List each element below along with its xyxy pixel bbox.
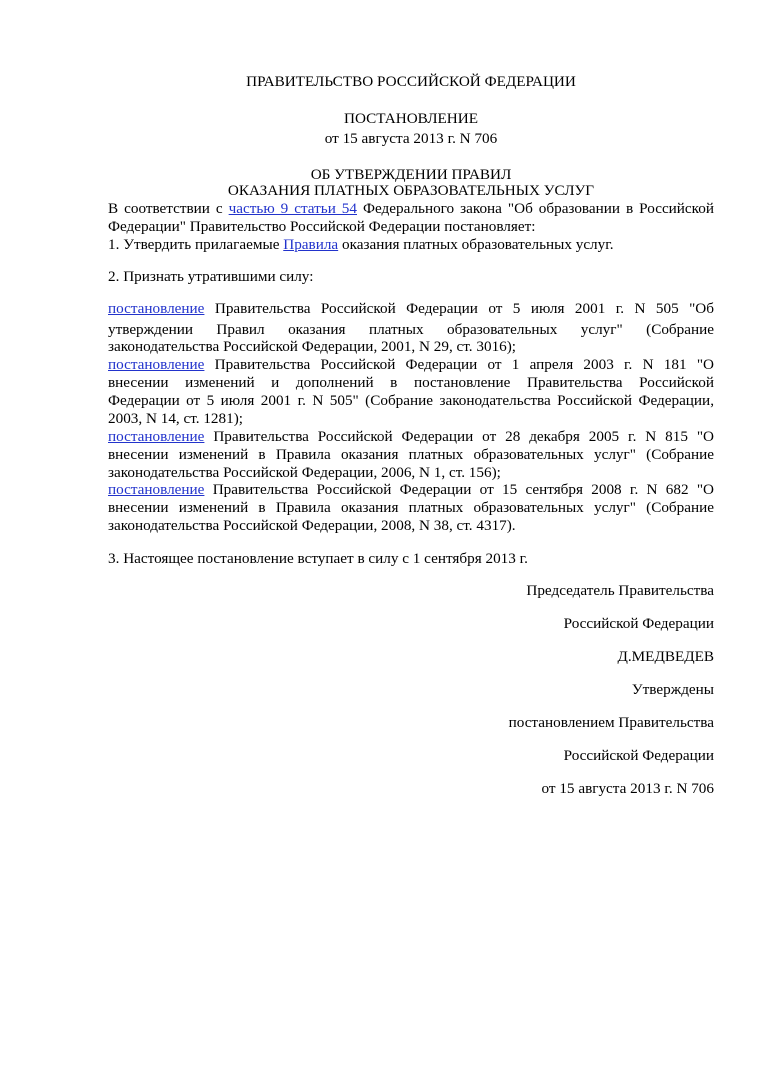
signature-name: Д.МЕДВЕДЕВ bbox=[617, 648, 714, 665]
intro-line-2: Федерации" Правительство Российской Федерации постановляет: bbox=[108, 218, 536, 235]
doc-date: от 15 августа 2013 г. N 706 bbox=[324, 130, 498, 147]
repealed-item-2-line-4: 2003, N 14, ст. 1281); bbox=[108, 410, 243, 427]
repealed-item-1-line-3: законодательства Российской Федерации, 2001, N 29, ст. 3016); bbox=[108, 338, 517, 355]
government-heading: ПРАВИТЕЛЬСТВО РОССИЙСКОЙ ФЕДЕРАЦИИ bbox=[246, 73, 576, 90]
title-line-1: ОБ УТВЕРЖДЕНИИ ПРАВИЛ bbox=[310, 166, 512, 183]
repealed-item-1-line-2: утверждении Правил оказания платных образовательных услуг" (Собрание bbox=[108, 321, 714, 338]
paragraph-3: 3. Настоящее постановление вступает в силу с 1 сентября 2013 г. bbox=[108, 550, 528, 567]
doc-type-heading: ПОСТАНОВЛЕНИЕ bbox=[343, 110, 479, 127]
repealed-item-3-line-2: внесении изменений в Правила оказания платных образовательных услуг" (Собрание bbox=[108, 446, 714, 463]
approval-heading: Утверждены bbox=[631, 681, 714, 698]
resolution-link[interactable]: постановление bbox=[108, 356, 205, 373]
approval-date: от 15 августа 2013 г. N 706 bbox=[541, 780, 714, 797]
repealed-text: Правительства Российской Федерации от 15 сентября 2008 г. N 682 "О bbox=[204, 481, 714, 498]
repealed-text: Правительства Российской Федерации от 1 апреля 2003 г. N 181 "О bbox=[204, 356, 714, 373]
law-article-link[interactable]: частью 9 статьи 54 bbox=[228, 200, 357, 217]
paragraph-1-text: оказания платных образовательных услуг. bbox=[338, 236, 614, 253]
repealed-text: Правительства Российской Федерации от 5 июля 2001 г. N 505 "Об bbox=[204, 300, 714, 317]
repealed-item-4-line-3: законодательства Российской Федерации, 2008, N 38, ст. 4317). bbox=[108, 517, 516, 534]
repealed-item-3-line-3: законодательства Российской Федерации, 2006, N 1, ст. 156); bbox=[108, 464, 501, 481]
paragraph-1-text: 1. Утвердить прилагаемые bbox=[108, 236, 284, 253]
repealed-item-4-line-2: внесении изменений в Правила оказания платных образовательных услуг" (Собрание bbox=[108, 499, 714, 516]
approval-line-3: Российской Федерации bbox=[563, 747, 714, 764]
paragraph-2-heading: 2. Признать утратившими силу: bbox=[108, 268, 314, 285]
repealed-item-4-line-1 bbox=[108, 480, 714, 499]
resolution-link[interactable]: постановление bbox=[108, 300, 205, 317]
intro-line-1 bbox=[108, 199, 714, 218]
repealed-text: Правительства Российской Федерации от 28 декабря 2005 г. N 815 "О bbox=[204, 428, 714, 445]
signature-country: Российской Федерации bbox=[563, 615, 714, 632]
paragraph-1 bbox=[108, 235, 614, 254]
repealed-item-1-line-1 bbox=[108, 299, 714, 318]
title-line-2: ОКАЗАНИЯ ПЛАТНЫХ ОБРАЗОВАТЕЛЬНЫХ УСЛУГ bbox=[227, 182, 595, 199]
resolution-link[interactable]: постановление bbox=[108, 428, 205, 445]
rules-link[interactable]: Правила bbox=[283, 236, 339, 253]
resolution-link[interactable]: постановление bbox=[108, 481, 205, 498]
intro-text: Федерального закона "Об образовании в Российской bbox=[357, 200, 715, 217]
approval-line-2: постановлением Правительства bbox=[508, 714, 714, 731]
repealed-item-2-line-1 bbox=[108, 355, 714, 374]
repealed-item-2-line-3: Федерации от 5 июля 2001 г. N 505" (Собрание законодательства Российской Федерации, bbox=[108, 392, 714, 409]
repealed-item-3-line-1 bbox=[108, 427, 714, 446]
intro-text: В соответствии с bbox=[108, 200, 229, 217]
signature-position: Председатель Правительства bbox=[526, 582, 714, 599]
repealed-item-2-line-2: внесении изменений и дополнений в постановление Правительства Российской bbox=[108, 374, 714, 391]
